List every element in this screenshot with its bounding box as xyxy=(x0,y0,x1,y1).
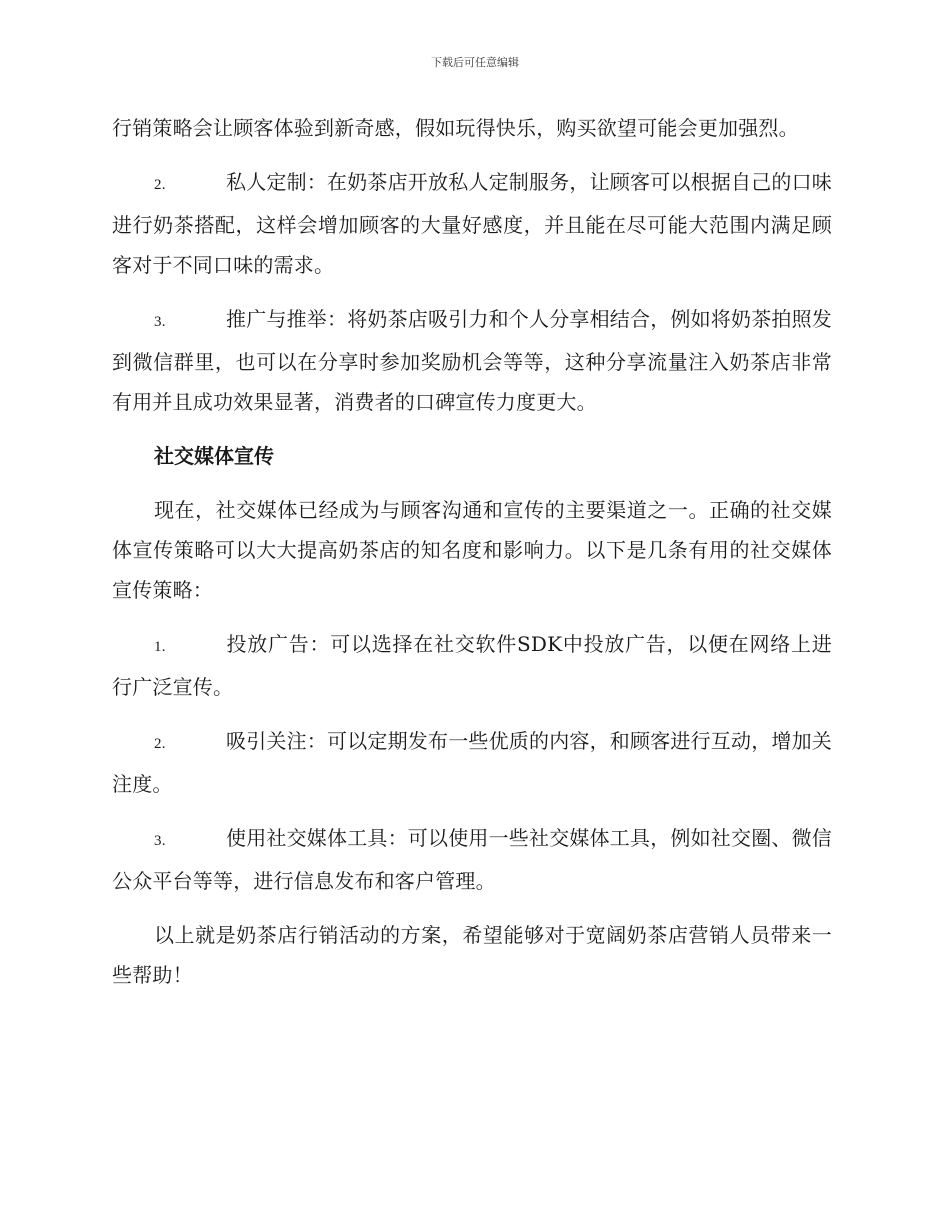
list-item-promotion xyxy=(112,299,832,422)
document-body xyxy=(112,108,832,1009)
list-number: 2. xyxy=(154,736,166,752)
list-item-ads xyxy=(112,624,832,707)
list-number: 2. xyxy=(154,177,166,193)
list-number: 3. xyxy=(154,314,166,330)
list-number: 3. xyxy=(154,833,166,849)
section-heading: 社交媒体宣传 xyxy=(154,444,274,468)
list-item-attract xyxy=(112,721,832,804)
paragraph-intro: 现在，社交媒体已经成为与顾客沟通和宣传的主要渠道之一。正确的社交媒体宣传策略可以大大提高奶茶店的知名度和影响力。以下是几条有用的社交媒体宣传策略： xyxy=(112,498,832,602)
list-text: 私人定制：在奶茶店开放私人定制服务，让顾客可以根据自己的口味进行奶茶搭配，这样会增加顾客的大量好感度，并且能在尽可能大范围内满足顾客对于不同口味的需求。 xyxy=(112,170,832,277)
list-text: 吸引关注：可以定期发布一些优质的内容，和顾客进行互动，增加关注度。 xyxy=(112,729,832,796)
list-text: 推广与推举：将奶茶店吸引力和个人分享相结合，例如将奶茶拍照发到微信群里，也可以在分享时参加奖励机会等等，这种分享流量注入奶茶店非常有用并且成功效果显著，消费者的口碑宣传力度更大。 xyxy=(112,307,832,414)
list-text: 投放广告：可以选择在社交软件SDK中投放广告，以便在网络上进行广泛宣传。 xyxy=(112,632,832,699)
list-number: 1. xyxy=(154,639,166,655)
list-item-tools xyxy=(112,818,832,901)
list-text: 使用社交媒体工具：可以使用一些社交媒体工具，例如社交圈、微信公众平台等等，进行信息发布和客户管理。 xyxy=(112,826,832,893)
list-item-private-custom xyxy=(112,162,832,285)
page-header: 下载后可任意编辑 xyxy=(431,56,519,69)
paragraph-conclusion: 以上就是奶茶店行销活动的方案，希望能够对于宽阔奶茶店营销人员带来一些帮助！ xyxy=(112,923,832,987)
paragraph-continuation: 行销策略会让顾客体验到新奇感，假如玩得快乐，购买欲望可能会更加强烈。 xyxy=(112,116,799,140)
